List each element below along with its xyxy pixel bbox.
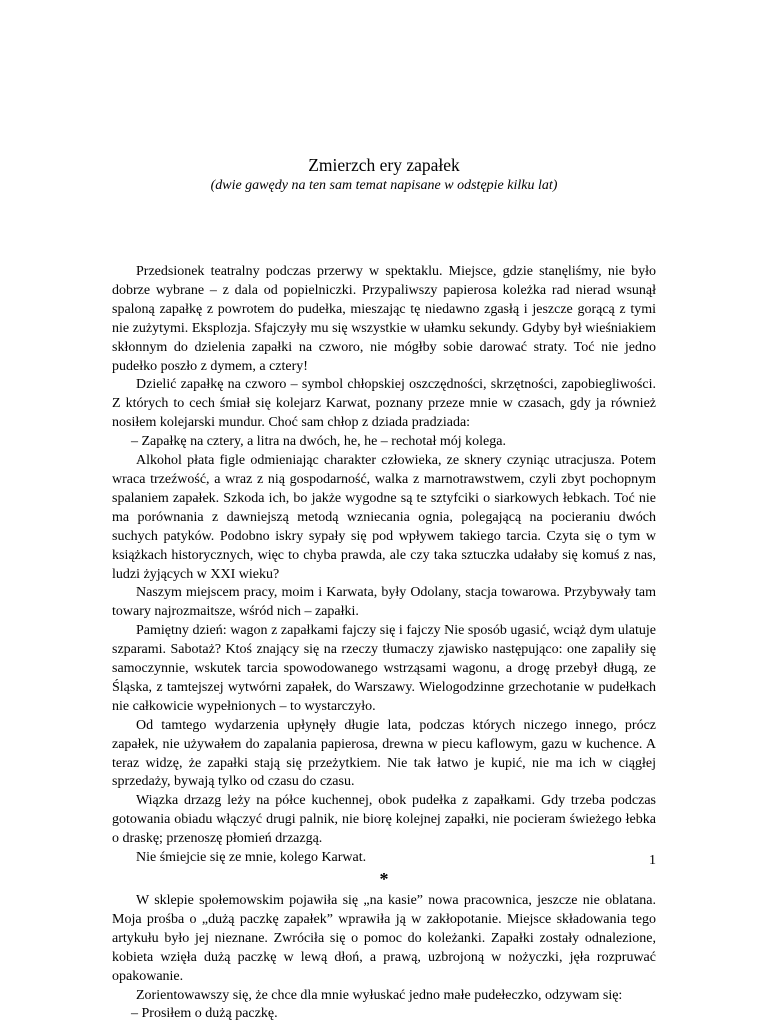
dialog-line: – Prosiłem o dużą paczkę. — [131, 1006, 278, 1022]
paragraph: Wiązka drzazg leży na półce kuchennej, obok pudełka z zapałkami. Gdy trzeba podczas gotowania obiadu włączyć drugi palnik, nie biorę kolejnej zapałki, nie pocieram świeżego łebka o draskę; przenoszę płomień drzazgą. — [112, 793, 656, 847]
title-block — [0, 154, 768, 196]
paragraph: Zorientowawszy się, że chce dla mnie wyłuskać jedno małe pudełeczko, odzywam się: — [136, 987, 623, 1003]
paragraph: W sklepie społemowskim pojawiła się „na kasie” nowa pracownica, jeszcze nie oblatana. Moja prośba o „dużą paczkę zapałek” wprawiła ją w zakłopotanie. Miejsce składowania tego artykułu było jej nieznane. Zwróciła się o pomoc do koleżanki. Zapałki zostały odnalezione, kobieta wzięła dużą paczkę w lewą dłoń, a prawą, uzbrojoną w nożyczki, jęła rozpruwać opakowanie. — [112, 893, 656, 984]
paragraph: Dzielić zapałkę na czworo – symbol chłopskiej oszczędności, skrzętności, zapobiegliwości. Z których to cech śmiał się kolejarz Karwat, poznany przeze mnie w czasach, gdy ja również nosiłem kolejarski mundur. Choć sam chłop z dziada pradziada: — [112, 377, 656, 431]
document-subtitle: (dwie gawędy na ten sam temat napisane w odstępie kilku lat) — [210, 178, 558, 193]
paragraph: Nie śmiejcie się ze mnie, kolego Karwat. — [136, 850, 367, 866]
dialog-line: – Zapałkę na cztery, a litra na dwóch, he, he – rechotał mój kolega. — [131, 434, 506, 450]
paragraph: Od tamtego wydarzenia upłynęły długie lata, podczas których niczego innego, prócz zapałek, nie używałem do zapalania papierosa, drewna w piecu kaflowym, gazu w kuchence. A teraz widzę, że zapałki stają się przeżytkiem. Nie tak łatwo je kupić, nie ma ich w ciągłej sprzedaży, bywają tylko od czasu do czasu. — [112, 717, 656, 790]
section-separator: * — [379, 869, 389, 889]
paragraph: Pamiętny dzień: wagon z zapałkami fajczy się i fajczy Nie sposób ugasić, wciąż dym ulatuje szparami. Sabotaż? Ktoś znający się na rzeczy tłumaczy zjawisko następująco: one zapaliły się samoczynnie, wskutek tarcia spowodowanego wstrząsami wagonu, a drogę przebył długą, ze Śląska, z tamtejszej wytwórni zapałek, do Warszawy. Wielogodzinne grzechotanie w pudełkach nie całkowicie wypełnionych – to wystarczyło. — [112, 623, 656, 714]
body-text — [112, 263, 656, 1024]
page-number: 1 — [649, 853, 656, 868]
paragraph: Alkohol płata figle odmieniając charakter człowieka, ze sknery czyniąc utracjusza. Potem wraca trzeźwość, a wraz z nią gospodarność, walka z marnotrawstwem, czyli zbyt pochopnym spalaniem zapałek. Szkoda ich, bo jakże wygodne są te sztyfciki o siarkowych łebkach. Toć nie ma porównania z dawniejszą metodą wzniecania ognia, polegającą na pocieraniu dwóch suchych patyków. Podobno iskry sypały się pod wpływem takiego tarcia. Czyta się o tym w książkach historycznych, więc to chyba prawda, ale czy taka sztuczka udałaby się komuś z nas, ludzi żyjących w XXI wieku? — [112, 453, 656, 582]
paragraph: Naszym miejscem pracy, moim i Karwata, były Odolany, stacja towarowa. Przybywały tam towary najrozmaitsze, wśród nich – zapałki. — [112, 585, 656, 620]
paragraph: Przedsionek teatralny podczas przerwy w spektaklu. Miejsce, gdzie stanęliśmy, nie było dobrze wybrane – z dala od popielniczki. Przypaliwszy papierosa koleżka rad nierad wsunął spaloną zapałkę z powrotem do pudełka, mieszając tę niedawno zgasłą i jeszcze gorącą z tymi nie zużytymi. Eksplozja. Sfajczyły mu się wszystkie w ułamku sekundy. Gdyby był wieśniakiem skłonnym do dzielenia zapałki na czworo, nie mógłby sobie darować straty. Toć nie jedno pudełko poszło z dymem, a cztery! — [112, 264, 656, 374]
document-title: Zmierzch ery zapałek — [308, 155, 460, 175]
